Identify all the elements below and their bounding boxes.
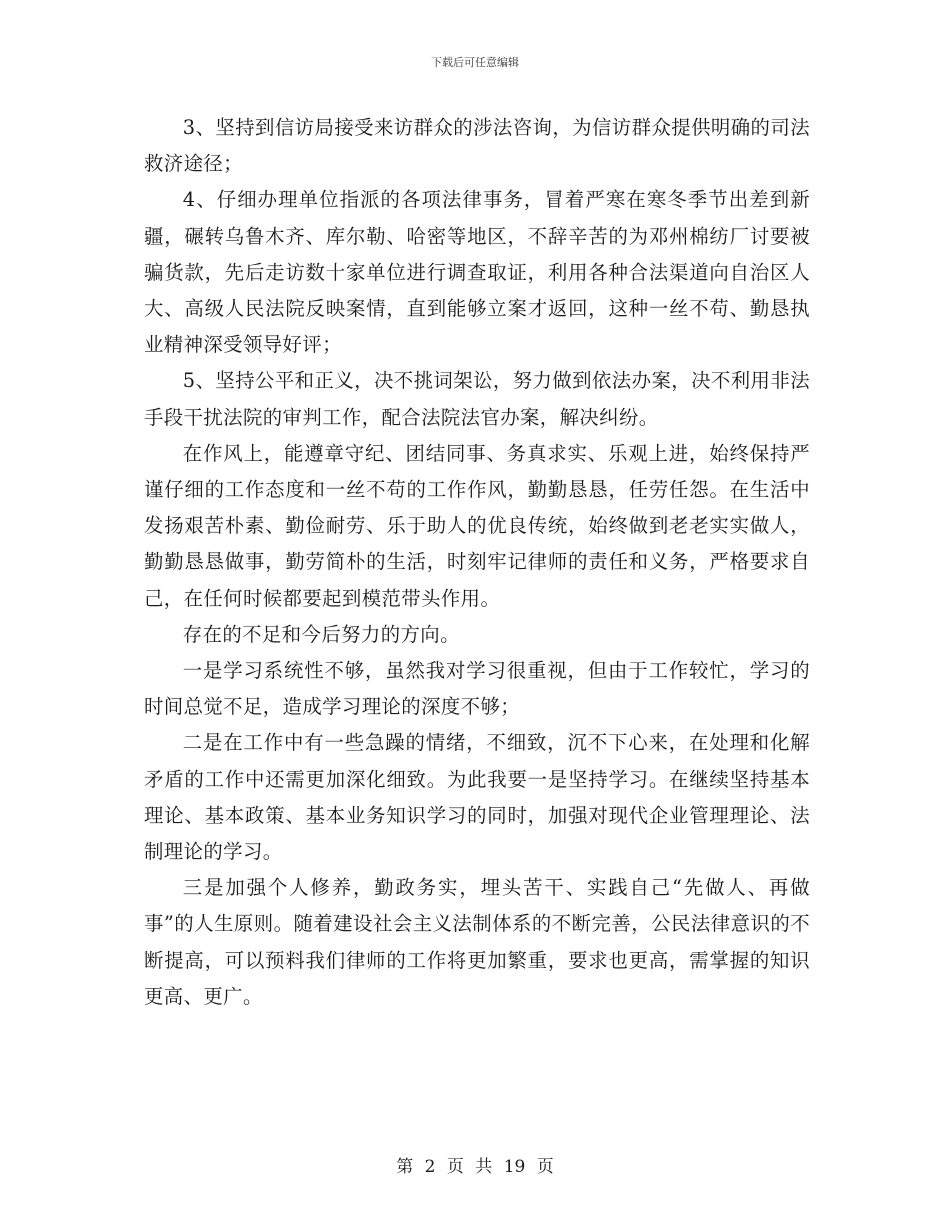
paragraph-shortcoming-one: 一是学习系统性不够，虽然我对学习很重视，但由于工作较忙，学习的时间总觉不足，造成学习理论的深度不够；	[144, 659, 810, 719]
paragraph-shortcoming-three: 三是加强个人修养，勤政务实，埋头苦干、实践自己“先做人、再做事”的人生原则。随着建设社会主义法制体系的不断完善，公民法律意识的不断提高，可以预料我们律师的工作将更加繁重，要求也更高，需掌握的知识更高、更广。	[144, 876, 810, 1008]
paragraph-shortcoming-two: 二是在工作中有一些急躁的情绪，不细致，沉不下心来，在处理和化解矛盾的工作中还需更加深化细致。为此我要一是坚持学习。在继续坚持基本理论、基本政策、基本业务知识学习的同时，加强对现代企业管理理论、法制理论的学习。	[144, 731, 810, 864]
paragraph-item-3: 3、坚持到信访局接受来访群众的涉法咨询，为信访群众提供明确的司法救济途径；	[144, 116, 810, 176]
paragraph-item-5: 5、坚持公平和正义，决不挑词架讼，努力做到依法办案，决不利用非法手段干扰法院的审判工作，配合法院法官办案，解决纠纷。	[144, 369, 810, 429]
paragraph-item-4: 4、仔细办理单位指派的各项法律事务，冒着严寒在寒冬季节出差到新疆，碾转乌鲁木齐、库尔勒、哈密等地区，不辞辛苦的为邓州棉纺厂讨要被骗货款，先后走访数十家单位进行调查取证，利用各种合法渠道向自治区人大、高级人民法院反映案情，直到能够立案才返回，这种一丝不苟、勤恳执业精神深受领导好评；	[144, 188, 810, 357]
page-header-note: 下载后可任意编辑	[431, 56, 519, 69]
page-number: 第 2 页 共 19 页	[396, 1157, 554, 1177]
document-body	[144, 110, 810, 1015]
paragraph-work-style: 在作风上，能遵章守纪、团结同事、务真求实、乐观上进，始终保持严谨仔细的工作态度和一丝不苟的工作作风，勤勤恳恳，任劳任怨。在生活中发扬艰苦朴素、勤俭耐劳、乐于助人的优良传统，始终做到老老实实做人，勤勤恳恳做事，勤劳简朴的生活，时刻牢记律师的责任和义务，严格要求自己，在任何时候都要起到模范带头作用。	[144, 441, 810, 610]
paragraph-shortcomings-heading: 存在的不足和今后努力的方向。	[182, 622, 460, 646]
